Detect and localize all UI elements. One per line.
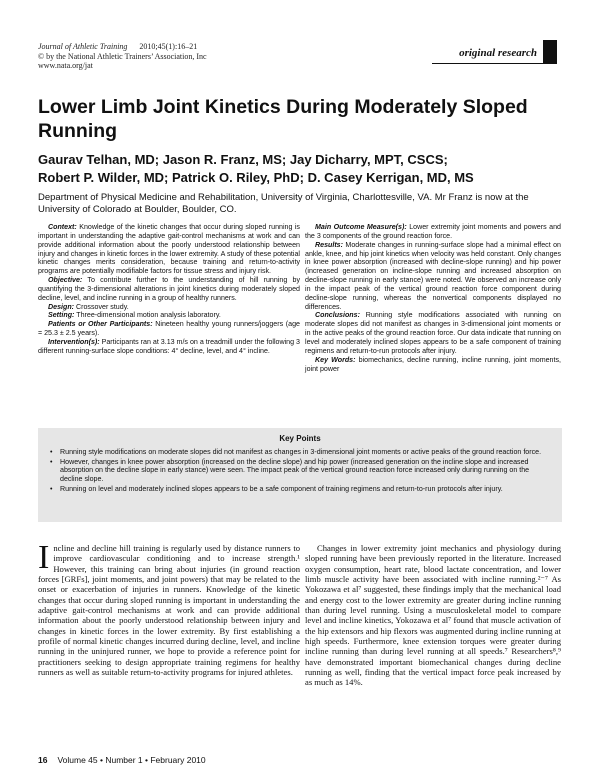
key-point-item <box>48 448 550 457</box>
key-point-text: Running on level and moderately inclined slopes appears to be a safe component of training regimens and return-to-run protocols after injury. <box>60 484 503 493</box>
section-header <box>432 40 557 64</box>
outcome-label: Main Outcome Measure(s): <box>315 223 407 231</box>
journal-name: Journal of Athletic Training <box>38 42 128 51</box>
results-label: Results: <box>315 240 343 249</box>
section-rule <box>432 63 543 64</box>
copyright-line: © by the National Athletic Trainers’ Association, Inc <box>38 51 207 61</box>
page-footer <box>38 755 338 765</box>
journal-line <box>38 42 298 52</box>
body-right-column <box>305 543 561 688</box>
authors-line-2: Robert P. Wilder, MD; Patrick O. Riley, PhD; D. Casey Kerrigan, MD, MS <box>38 169 474 185</box>
abstract-keywords <box>305 356 561 374</box>
patients-label: Patients or Other Participants: <box>48 320 153 329</box>
page-number: 16 <box>38 755 48 765</box>
objective-label: Objective: <box>48 276 83 285</box>
abstract-right-column <box>305 223 561 373</box>
patients-text: Nineteen healthy young runners/joggers (age = 25.3 ± 2.5 years). <box>38 320 300 338</box>
section-label: original research <box>459 47 537 59</box>
bullet-icon: • <box>50 457 53 466</box>
abstract-patients <box>38 320 300 338</box>
website-link[interactable]: www.nata.org/jat <box>38 61 93 70</box>
objective-text: To contribute further to the understanding of hill running by quantifying the 3-dimensional alterations in joint kinetics during moderately sloped decline, level, and incline running in a group of healthy runners. <box>38 276 300 302</box>
bullet-icon: • <box>50 484 53 493</box>
abstract-design <box>38 303 300 312</box>
key-point-item <box>48 485 550 494</box>
abstract-setting <box>38 311 300 320</box>
results-text: Moderate changes in running-surface slope had a minimal effect on ankle, knee, and hip joint kinetics when velocity was held constant. Only changes in knee power absorption (increased with decline-slope running) and hip power (increased generation on incline-slope running and increased absorption on decline-slope running in early stance) were noted. We observed an increase only in the impact peak of the vertical ground reaction force component during decline-slope running, whereas the nonvertical components displayed no differences. <box>305 240 561 311</box>
abstract-left-column <box>38 223 300 356</box>
abstract-objective <box>38 276 300 303</box>
conclusions-label: Conclusions: <box>315 311 360 320</box>
outcome-text: Lower extremity joint moments and powers and the 3 components of the ground reaction force. <box>305 223 561 240</box>
body-paragraph: Changes in lower extremity joint mechanics and physiology during sloped running have been previously reported in the literature. Increased oxygen consumption, heart rate, blood lactate concentration, and lower limb muscle activity have been associated with incline running.²⁻⁷ As Yokozawa et al⁷ suggested, these findings imply that the mechanical load and energy cost to the lower extremity are greater during incline running than during level running. Using a musculoskeletal model to compare level and incline kinetics, Yokozawa et al⁷ found that muscle activation of the hip extensors and hip flexors was augmented during incline running at high speeds. Furthermore, knee extension torques were greater during incline running than during level running at all speeds.⁷ Researchers⁸,⁹ have demonstrated important biomechanical changes during decline running as well, finding that the vertical impact force peak increased by as much as 14%. <box>305 543 561 688</box>
drop-cap: I <box>38 539 50 576</box>
abstract-context <box>38 223 300 276</box>
conclusions-text: Running style modifications associated with running on moderate slopes did not manifest as changes in 3-dimensional joint moments or in the active peaks of the ground reaction force. Our data indicate that running on level and moderately inclined slopes appears to be a safe component of training regimens and return-to-run protocols after injury. <box>305 311 561 355</box>
keywords-text: biomechanics, decline running, incline running, joint moments, joint power <box>305 355 561 373</box>
section-marker-block <box>543 40 557 64</box>
interventions-text: Participants ran at 3.13 m/s on a treadmill under the following 3 different running-surface slope conditions: 4° decline, level, and 4° incline. <box>38 337 300 355</box>
journal-header <box>38 42 298 71</box>
abstract-results <box>305 241 561 312</box>
design-text: Crossover study. <box>76 302 129 311</box>
key-point-item <box>48 458 550 484</box>
design-label: Design: <box>48 302 75 311</box>
bullet-icon: • <box>50 448 53 456</box>
issue-info: Volume 45 • Number 1 • February 2010 <box>57 755 206 765</box>
setting-label: Setting: <box>48 311 75 320</box>
abstract-interventions <box>38 338 300 356</box>
key-points-list <box>48 448 550 495</box>
context-text: Knowledge of the kinetic changes that occur during sloped running is important in understanding the adaptive gait-control mechanisms at work and can provide additional information about the poorly understood relationship between injury and changes in kinetic forces in the lower extremity. A study of these potential kinetic changes merits consideration, because training and return-to-activity programs are potentially modifiable factors for tissue stress and injury risk. <box>38 223 300 276</box>
context-label: Context: <box>48 223 77 231</box>
article-title: Lower Limb Joint Kinetics During Moderately Sloped Running <box>38 96 528 142</box>
author-list <box>38 151 558 186</box>
body-left-column <box>38 539 300 678</box>
affiliation: Department of Physical Medicine and Rehabilitation, University of Virginia, Charlottesville, VA. Mr Franz is now at the University of Colorado at Boulder, Boulder, CO. <box>38 192 529 215</box>
interventions-label: Intervention(s): <box>48 337 100 346</box>
setting-text: Three-dimensional motion analysis laboratory. <box>76 311 221 320</box>
abstract-outcome <box>305 223 561 241</box>
intro-text: ncline and decline hill training is regularly used by distance runners to improve cardiovascular conditioning and to increase strength.¹ However, this training can bring about injuries (in ground reaction forces [GRFs], joint moments, and joint powers) that may be related to the onset or exacerbation of injuries in runners. Knowledge of the kinetic changes that occur during sloped running is important in understanding the adaptive gait-control mechanisms at work and can provide additional information about the poorly understood relationship between injury and changes in kinetic forces in the lower extremity. By first establishing a profile of normal kinetic changes incurred during decline, level, and incline running in the uninjured runner, we hope to provide a reference point for practitioners seeking to design appropriate training regimens for healthy runners as well as suitable return-to-activity programs for injured athletes. <box>38 543 300 678</box>
journal-citation: 2010;45(1):16–21 <box>139 42 198 51</box>
key-point-text: However, changes in knee power absorption (increased on the decline slope) and hip power (increased generation on the incline slope and increased absorption on the decline slope in early stance) were seen. The impact peak of the vertical ground reaction force increased only during running on the decline slope. <box>60 457 530 484</box>
key-point-text: Running style modifications on moderate slopes did not manifest as changes in 3-dimensional joint moments or active peaks of the ground reaction force. <box>60 448 542 456</box>
key-points-title: Key Points <box>279 434 321 443</box>
keywords-label: Key Words: <box>315 355 356 364</box>
authors-line-1: Gaurav Telhan, MD; Jason R. Franz, MS; Jay Dicharry, MPT, CSCS; <box>38 152 448 167</box>
key-points-box <box>38 428 562 522</box>
intro-paragraph <box>38 539 300 678</box>
abstract-conclusions <box>305 311 561 355</box>
